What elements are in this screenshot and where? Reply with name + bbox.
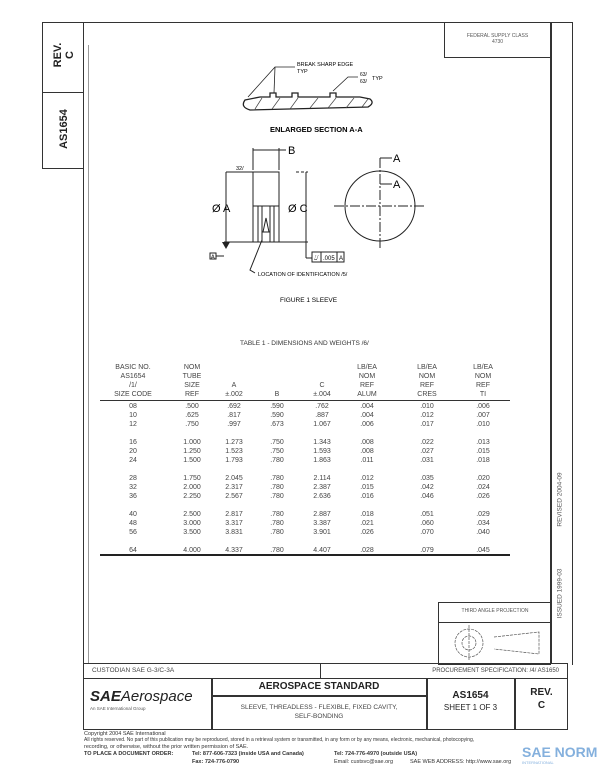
table-cell: .022 — [420, 439, 434, 446]
table-cell: .008 — [360, 439, 374, 446]
table-cell: 1.273 — [225, 439, 243, 446]
table-cell: .007 — [476, 412, 490, 419]
footer-rights-2: recording, or otherwise, without the prior written permission of SAE. — [84, 744, 249, 750]
section-mark-1: A — [393, 153, 401, 165]
inner-border — [88, 45, 89, 664]
table-header-cell: LB/EA — [357, 364, 377, 371]
table-cell: .004 — [360, 412, 374, 419]
table-cell: .040 — [476, 529, 490, 536]
table-header-cell: NOM — [474, 373, 492, 380]
table-cell: .750 — [270, 448, 284, 455]
table-cell: .692 — [227, 403, 241, 410]
table-cell: 3.317 — [225, 520, 243, 527]
procurement-text: PROCUREMENT SPECIFICATION: /4/ AS1650 — [432, 668, 559, 674]
table-cell: .035 — [420, 475, 434, 482]
table-cell: .026 — [360, 529, 374, 536]
table-cell: .780 — [270, 529, 284, 536]
title-heading: AEROSPACE STANDARD — [258, 681, 380, 692]
table-cell: .012 — [360, 475, 374, 482]
table-cell: 28 — [129, 475, 137, 482]
table-cell: 32 — [129, 484, 137, 491]
table-cell: 24 — [129, 457, 137, 464]
table-cell: .026 — [476, 493, 490, 500]
table-header-cell: B — [274, 391, 280, 398]
table-cell: .750 — [185, 421, 199, 428]
table-header-rule — [100, 400, 510, 401]
table-header-cell: NOM — [183, 364, 201, 371]
document-title — [211, 703, 427, 721]
table-cell: 1.343 — [313, 439, 331, 446]
dim-a-label: Ø A — [212, 203, 231, 215]
custodian-text: CUSTODIAN SAE G-3/C-3A — [92, 667, 175, 674]
table-cell: 56 — [129, 529, 137, 536]
table-cell: 4.337 — [225, 547, 243, 554]
title-doc-number: AS1654 — [452, 690, 489, 701]
table-cell: .045 — [476, 547, 490, 554]
table-cell: .006 — [476, 403, 490, 410]
table-cell: .590 — [270, 403, 284, 410]
document-title-line1: SLEEVE, THREADLESS - FLEXIBLE, FIXED CAVITY, — [240, 704, 398, 711]
footer-rights: All rights reserved. No part of this publication may be reproduced, stored in a retrieval system or transmitted, in any form or by any means, electronic, mechanical, photocopying, — [84, 737, 475, 743]
callout-finish-1: 63/ — [360, 72, 367, 78]
table-cell: 1.250 — [183, 448, 201, 455]
table-header-cell: ±.002 — [225, 391, 243, 398]
revision-strip — [550, 22, 552, 664]
table-header-cell: LB/EA — [473, 364, 493, 371]
table-cell: .762 — [315, 403, 329, 410]
table-cell: .780 — [270, 511, 284, 518]
projection-symbol-icon — [439, 623, 549, 663]
table-cell: 2.387 — [313, 484, 331, 491]
logo-sae: SAE — [90, 688, 121, 705]
table-header-cell: SIZE CODE — [114, 391, 152, 398]
table-cell: 4.407 — [313, 547, 331, 554]
table-cell: .016 — [360, 493, 374, 500]
side-rev-label: REV. — [52, 42, 64, 68]
table-cell: 3.000 — [183, 520, 201, 527]
table-cell: .010 — [476, 421, 490, 428]
table-cell: .015 — [476, 448, 490, 455]
table-cell: .780 — [270, 547, 284, 554]
tolerance-value: .005 — [323, 256, 335, 262]
table-cell: .018 — [476, 457, 490, 464]
table-header-cell: REF — [360, 382, 374, 389]
table-header-cell: C — [319, 382, 325, 389]
table-cell: 1.523 — [225, 448, 243, 455]
title-rev — [515, 686, 568, 712]
fsc-value: 4730 — [491, 39, 504, 45]
table-bottom-rule — [100, 554, 510, 556]
table-cell: .029 — [476, 511, 490, 518]
table-cell: 2.636 — [313, 493, 331, 500]
table-cell: .780 — [270, 520, 284, 527]
sae-aerospace-logo — [90, 688, 210, 711]
table-cell: 2.887 — [313, 511, 331, 518]
table-cell: .780 — [270, 493, 284, 500]
table-cell: .004 — [360, 403, 374, 410]
table-header-cell: REF — [476, 382, 490, 389]
footer-fax: Fax: 724-776-0790 — [192, 759, 240, 765]
table-cell: 2.114 — [313, 475, 331, 482]
callout-finish-2: 63/ — [360, 79, 367, 85]
table-header-cell: /1/ — [129, 382, 137, 389]
fsc-label: FEDERAL SUPPLY CLASS — [466, 33, 529, 39]
table-header-cell: CRES — [417, 391, 437, 398]
tolerance-datum: A — [339, 256, 344, 262]
table-cell: 40 — [129, 511, 137, 518]
table-cell: .031 — [420, 457, 434, 464]
datum-label: A — [211, 254, 215, 261]
title-heading-rule — [211, 695, 427, 697]
table-cell: .042 — [420, 484, 434, 491]
table-header-cell: LB/EA — [417, 364, 437, 371]
footer-web: SAE WEB ADDRESS: http://www.sae.org — [410, 759, 512, 765]
table-cell: .024 — [476, 484, 490, 491]
custodian-box — [83, 663, 321, 679]
table-cell: .027 — [420, 448, 434, 455]
table-cell: 08 — [129, 403, 137, 410]
table-header-cell: REF — [185, 391, 199, 398]
table-cell: 48 — [129, 520, 137, 527]
table-cell: .051 — [420, 511, 434, 518]
callout-break-edge: BREAK SHARP EDGE — [297, 62, 354, 68]
table-header-cell: A — [231, 382, 237, 389]
revised-date: REVISED 2004-09 — [556, 472, 564, 527]
enlarged-section-drawing — [200, 55, 400, 140]
table-cell: .817 — [227, 412, 241, 419]
table-cell: .590 — [270, 412, 284, 419]
table-cell: .020 — [476, 475, 490, 482]
table-cell: .010 — [420, 403, 434, 410]
table-cell: .060 — [420, 520, 434, 527]
sheet-number: SHEET 1 OF 3 — [443, 703, 498, 712]
projection-label: THIRD ANGLE PROJECTION — [461, 608, 529, 614]
callout-break-edge-typ: TYP — [297, 69, 308, 75]
table-cell: .780 — [270, 457, 284, 464]
table-cell: .017 — [420, 421, 434, 428]
table-cell: 3.901 — [313, 529, 331, 536]
callout-finish-typ: TYP — [372, 76, 383, 82]
table-header-cell: SIZE — [184, 382, 200, 389]
table-cell: 36 — [129, 493, 137, 500]
table-cell: 1.000 — [183, 439, 201, 446]
table-header-cell: BASIC NO. — [115, 364, 151, 371]
footer-copyright: Copyright 2004 SAE International — [84, 731, 166, 737]
side-docnum-tab — [42, 92, 84, 169]
section-mark-2: A — [393, 179, 401, 191]
table-cell: 1.067 — [313, 421, 331, 428]
watermark-sub: INTERNATIONAL — [522, 760, 554, 765]
table-cell: 12 — [129, 421, 137, 428]
table-cell: .013 — [476, 439, 490, 446]
table-header-cell: NOM — [418, 373, 436, 380]
table-cell: .012 — [420, 412, 434, 419]
table-cell: 2.567 — [225, 493, 243, 500]
watermark-text: SAE NORM — [522, 744, 598, 760]
sleeve-figure-drawing — [200, 140, 530, 310]
table-header-cell: NOM — [358, 373, 376, 380]
table-header-cell: ±.004 — [313, 391, 331, 398]
footer-email: Email: custsvc@sae.org — [334, 759, 394, 765]
table-cell: .887 — [315, 412, 329, 419]
footer-tel-intl: Tel: 724-776-4970 (outside USA) — [334, 751, 418, 757]
table-cell: .780 — [270, 484, 284, 491]
table-cell: .011 — [360, 457, 374, 464]
table-cell: 1.750 — [183, 475, 201, 482]
side-doc-number: AS1654 — [58, 109, 70, 149]
table-cell: 2.250 — [183, 493, 201, 500]
table-cell: 3.831 — [225, 529, 243, 536]
title-rev-value: C — [537, 700, 546, 711]
dim-b-label: B — [288, 145, 296, 157]
table-cell: .015 — [360, 484, 374, 491]
finish-label: 32/ — [236, 166, 244, 172]
table-cell: 16 — [129, 439, 137, 446]
table-cell: .070 — [420, 529, 434, 536]
table-cell: .008 — [360, 448, 374, 455]
table-cell: 1.500 — [183, 457, 201, 464]
third-angle-projection-box — [438, 602, 551, 665]
section-caption: ENLARGED SECTION A-A — [270, 125, 363, 134]
table-cell: 2.045 — [225, 475, 243, 482]
procurement-box — [320, 663, 568, 679]
figure-caption: FIGURE 1 SLEEVE — [280, 297, 338, 304]
table-cell: .625 — [185, 412, 199, 419]
table-cell: 2.000 — [183, 484, 201, 491]
footer-order-label: TO PLACE A DOCUMENT ORDER: — [84, 751, 174, 757]
table-header-cell: REF — [420, 382, 434, 389]
table-header-cell: AS1654 — [120, 373, 146, 380]
table-cell: .046 — [420, 493, 434, 500]
table-cell: .780 — [270, 475, 284, 482]
table-cell: 3.387 — [313, 520, 331, 527]
side-rev-tab — [42, 22, 84, 93]
table-header-cell: TI — [479, 391, 487, 398]
table-cell: 20 — [129, 448, 137, 455]
issued-date: ISSUED 1999-03 — [556, 568, 564, 619]
table-cell: 4.000 — [183, 547, 201, 554]
logo-tagline: An SAE International Group — [90, 706, 146, 711]
table-header-cell: TUBE — [182, 373, 202, 380]
table-title: TABLE 1 - DIMENSIONS AND WEIGHTS /6/ — [240, 340, 369, 347]
table-cell: .673 — [270, 421, 284, 428]
footer-tel-us: Tel: 877-606-7323 (inside USA and Canada) — [192, 751, 304, 757]
table-cell: 2.500 — [183, 511, 201, 518]
tolerance-symbol: ⌰ — [314, 255, 319, 262]
table-cell: 3.500 — [183, 529, 201, 536]
sae-norm-watermark — [522, 745, 597, 765]
table-cell: .018 — [360, 511, 374, 518]
table-cell: .750 — [270, 439, 284, 446]
table-cell: 1.863 — [313, 457, 331, 464]
logo-aerospace: Aerospace — [120, 688, 193, 705]
table-cell: .997 — [227, 421, 241, 428]
table-cell: 1.593 — [313, 448, 331, 455]
table-cell: 2.317 — [225, 484, 243, 491]
table-cell: 10 — [129, 412, 137, 419]
table-cell: .028 — [360, 547, 374, 554]
title-rev-label: REV. — [530, 687, 553, 698]
document-title-line2: SELF-BONDING — [294, 713, 344, 720]
federal-supply-class-box — [444, 22, 551, 58]
table-header-cell: ALUM — [357, 391, 377, 398]
side-rev-value: C — [64, 51, 76, 59]
table-cell: .021 — [360, 520, 374, 527]
table-cell: 64 — [129, 547, 137, 554]
table-cell: .034 — [476, 520, 490, 527]
table-cell: 2.817 — [225, 511, 243, 518]
table-cell: .500 — [185, 403, 199, 410]
id-location-callout: LOCATION OF IDENTIFICATION /5/ — [258, 272, 348, 278]
table-cell: .079 — [420, 547, 434, 554]
dim-c-label: Ø C — [288, 203, 308, 215]
table-cell: .006 — [360, 421, 374, 428]
table-cell: 1.793 — [225, 457, 243, 464]
